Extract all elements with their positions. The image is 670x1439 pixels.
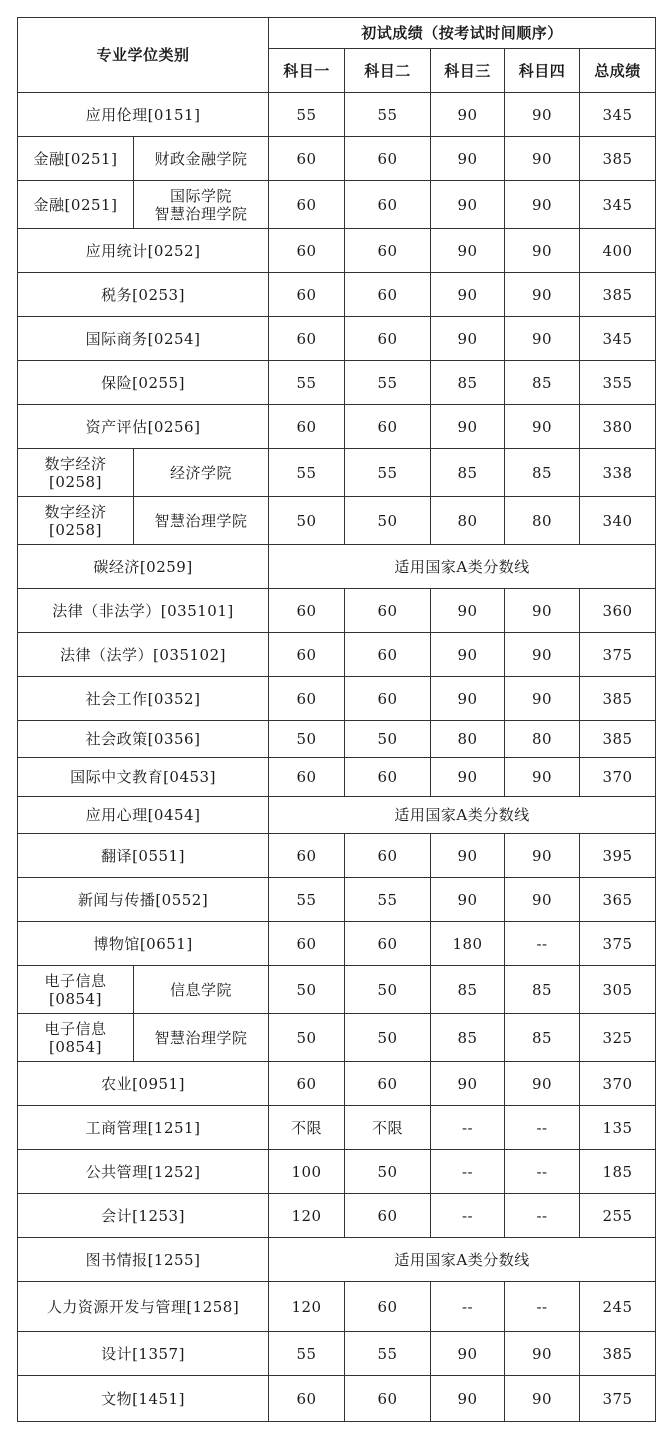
table-row [18,1376,656,1422]
subject-4-score: 80 [505,497,580,545]
subject-3-score: 90 [431,878,505,922]
table-row [18,721,656,758]
total-score: 255 [580,1194,656,1238]
total-score: 385 [580,721,656,758]
total-score: 375 [580,1376,656,1422]
total-score: 305 [580,966,656,1014]
subject-3-score: -- [431,1150,505,1194]
major-name: 公共管理[1252] [18,1150,269,1194]
subject-4-score: 90 [505,1376,580,1422]
subject-3-score: 90 [431,317,505,361]
subject-2-header: 科目二 [345,49,431,93]
subject-4-score: 90 [505,878,580,922]
total-score: 355 [580,361,656,405]
table-row [18,797,656,834]
total-score: 338 [580,449,656,497]
total-score: 370 [580,1062,656,1106]
subject-3-score: 80 [431,721,505,758]
subject-4-score: 85 [505,449,580,497]
total-score: 385 [580,137,656,181]
subject-1-score: 60 [269,758,345,797]
subject-4-score: 90 [505,834,580,878]
subject-4-score: 90 [505,677,580,721]
subject-3-score: 90 [431,405,505,449]
subject-4-score: 90 [505,229,580,273]
subject-2-score: 60 [345,677,431,721]
subject-3-score: 90 [431,181,505,229]
subject-1-score: 55 [269,449,345,497]
subject-2-score: 60 [345,405,431,449]
table-row [18,966,656,1014]
subject-3-score: 85 [431,361,505,405]
subject-4-score: 85 [505,1014,580,1062]
subject-3-score: 85 [431,966,505,1014]
major-name: 社会工作[0352] [18,677,269,721]
subject-1-score: 120 [269,1282,345,1332]
subject-2-score: 50 [345,721,431,758]
subject-4-score: -- [505,922,580,966]
table-row [18,1106,656,1150]
subject-1-score: 60 [269,273,345,317]
subject-1-score: 55 [269,1332,345,1376]
subject-2-score: 50 [345,1014,431,1062]
table-row [18,405,656,449]
subject-1-score: 60 [269,405,345,449]
total-score: 345 [580,317,656,361]
major-name: 法律（法学）[035102] [18,633,269,677]
subject-1-score: 60 [269,1062,345,1106]
major-name: 电子信息 [0854] [18,966,134,1014]
subject-3-score: 90 [431,137,505,181]
table-row [18,545,656,589]
total-score: 245 [580,1282,656,1332]
subject-3-score: -- [431,1282,505,1332]
subject-1-score: 60 [269,633,345,677]
table-row [18,677,656,721]
subject-1-score: 60 [269,1376,345,1422]
subject-4-score: 90 [505,633,580,677]
table-row [18,317,656,361]
college-name: 智慧治理学院 [134,497,269,545]
subject-3-score: 90 [431,758,505,797]
subject-2-score: 55 [345,1332,431,1376]
subject-2-score: 60 [345,1194,431,1238]
major-name: 国际中文教育[0453] [18,758,269,797]
table-body [18,93,656,1422]
major-name: 税务[0253] [18,273,269,317]
category-header: 专业学位类别 [18,18,269,93]
major-name: 博物馆[0651] [18,922,269,966]
major-name: 翻译[0551] [18,834,269,878]
total-score: 375 [580,922,656,966]
subject-2-score: 60 [345,317,431,361]
major-name: 金融[0251] [18,137,134,181]
subject-4-score: 90 [505,758,580,797]
major-name: 设计[1357] [18,1332,269,1376]
table-row [18,878,656,922]
subject-4-score: 80 [505,721,580,758]
total-score: 325 [580,1014,656,1062]
subject-2-score: 55 [345,878,431,922]
subject-3-score: 80 [431,497,505,545]
subject-4-score: 90 [505,589,580,633]
score-table [17,17,656,1422]
total-score: 400 [580,229,656,273]
college-name: 经济学院 [134,449,269,497]
subject-1-score: 55 [269,93,345,137]
subject-1-score: 100 [269,1150,345,1194]
subject-2-score: 60 [345,1282,431,1332]
major-name: 资产评估[0256] [18,405,269,449]
subject-3-score: 90 [431,589,505,633]
major-name: 农业[0951] [18,1062,269,1106]
subject-1-score: 60 [269,922,345,966]
major-name: 金融[0251] [18,181,134,229]
subject-4-header: 科目四 [505,49,580,93]
major-name: 电子信息 [0854] [18,1014,134,1062]
subject-1-score: 60 [269,834,345,878]
subject-3-score: 90 [431,633,505,677]
subject-4-score: 85 [505,361,580,405]
major-name: 应用伦理[0151] [18,93,269,137]
subject-2-score: 60 [345,229,431,273]
table-row [18,1150,656,1194]
subject-1-score: 50 [269,1014,345,1062]
table-row [18,1282,656,1332]
total-score: 345 [580,181,656,229]
subject-2-score: 60 [345,589,431,633]
subject-2-score: 60 [345,1062,431,1106]
table-row [18,589,656,633]
subject-2-score: 60 [345,181,431,229]
subject-1-score: 60 [269,677,345,721]
major-name: 碳经济[0259] [18,545,269,589]
table-row [18,137,656,181]
score-note: 适用国家A类分数线 [269,1238,656,1282]
subject-1-header: 科目一 [269,49,345,93]
subject-2-score: 60 [345,137,431,181]
subject-1-score: 50 [269,721,345,758]
score-note: 适用国家A类分数线 [269,797,656,834]
subject-3-score: 90 [431,93,505,137]
table-row [18,497,656,545]
subject-3-score: 90 [431,1062,505,1106]
major-name: 法律（非法学）[035101] [18,589,269,633]
total-score: 135 [580,1106,656,1150]
total-score: 385 [580,273,656,317]
college-name: 财政金融学院 [134,137,269,181]
total-score: 185 [580,1150,656,1194]
total-score: 345 [580,93,656,137]
major-name: 图书情报[1255] [18,1238,269,1282]
subject-2-score: 50 [345,1150,431,1194]
subject-4-score: 90 [505,93,580,137]
table-row [18,1014,656,1062]
total-score: 375 [580,633,656,677]
table-row [18,1194,656,1238]
subject-4-score: 90 [505,317,580,361]
subject-2-score: 50 [345,497,431,545]
major-name: 国际商务[0254] [18,317,269,361]
college-name: 信息学院 [134,966,269,1014]
subject-1-score: 55 [269,361,345,405]
subject-2-score: 60 [345,273,431,317]
subject-3-score: 90 [431,1376,505,1422]
total-score: 340 [580,497,656,545]
table-row [18,758,656,797]
subject-4-score: 90 [505,273,580,317]
subject-4-score: -- [505,1106,580,1150]
table-row [18,181,656,229]
subject-3-score: 90 [431,273,505,317]
score-note: 适用国家A类分数线 [269,545,656,589]
subject-2-score: 55 [345,449,431,497]
major-name: 新闻与传播[0552] [18,878,269,922]
table-row [18,1062,656,1106]
subject-1-score: 60 [269,229,345,273]
major-name: 社会政策[0356] [18,721,269,758]
table-row [18,922,656,966]
subject-2-score: 60 [345,922,431,966]
subject-4-score: -- [505,1194,580,1238]
subject-2-score: 50 [345,966,431,1014]
subject-1-score: 60 [269,317,345,361]
total-score: 370 [580,758,656,797]
subject-2-score: 60 [345,1376,431,1422]
total-score: 380 [580,405,656,449]
major-name: 工商管理[1251] [18,1106,269,1150]
table-row [18,1238,656,1282]
subject-4-score: -- [505,1150,580,1194]
subject-3-score: 85 [431,449,505,497]
subject-2-score: 60 [345,633,431,677]
major-name: 人力资源开发与管理[1258] [18,1282,269,1332]
subject-4-score: 90 [505,1332,580,1376]
total-score: 385 [580,1332,656,1376]
total-score: 365 [580,878,656,922]
subject-3-score: 90 [431,677,505,721]
subject-3-score: 85 [431,1014,505,1062]
subject-4-score: 90 [505,405,580,449]
subject-1-score: 55 [269,878,345,922]
subject-3-score: -- [431,1106,505,1150]
subject-1-score: 不限 [269,1106,345,1150]
major-name: 会计[1253] [18,1194,269,1238]
subject-1-score: 60 [269,589,345,633]
table-row [18,93,656,137]
subject-4-score: 90 [505,137,580,181]
subject-4-score: 90 [505,1062,580,1106]
subject-3-score: 90 [431,229,505,273]
subject-1-score: 120 [269,1194,345,1238]
table-row [18,834,656,878]
subject-1-score: 50 [269,966,345,1014]
major-name: 文物[1451] [18,1376,269,1422]
major-name: 应用心理[0454] [18,797,269,834]
subject-4-score: 90 [505,181,580,229]
subject-1-score: 60 [269,137,345,181]
major-name: 保险[0255] [18,361,269,405]
total-score-header: 总成绩 [580,49,656,93]
subject-2-score: 55 [345,361,431,405]
subject-3-header: 科目三 [431,49,505,93]
college-name: 国际学院 智慧治理学院 [134,181,269,229]
college-name: 智慧治理学院 [134,1014,269,1062]
table-row [18,361,656,405]
major-name: 数字经济 [0258] [18,497,134,545]
total-score: 360 [580,589,656,633]
subject-2-score: 60 [345,834,431,878]
subject-3-score: 90 [431,1332,505,1376]
table-row [18,1332,656,1376]
subject-2-score: 55 [345,93,431,137]
table-row [18,633,656,677]
total-score: 395 [580,834,656,878]
major-name: 数字经济 [0258] [18,449,134,497]
subject-3-score: -- [431,1194,505,1238]
subject-2-score: 60 [345,758,431,797]
subject-1-score: 50 [269,497,345,545]
subject-3-score: 90 [431,834,505,878]
initial-score-header: 初试成绩（按考试时间顺序） [269,18,656,49]
subject-4-score: 85 [505,966,580,1014]
subject-1-score: 60 [269,181,345,229]
major-name: 应用统计[0252] [18,229,269,273]
table-row [18,229,656,273]
table-row [18,449,656,497]
subject-2-score: 不限 [345,1106,431,1150]
total-score: 385 [580,677,656,721]
subject-4-score: -- [505,1282,580,1332]
subject-3-score: 180 [431,922,505,966]
table-row [18,273,656,317]
header-row-top [18,18,656,49]
